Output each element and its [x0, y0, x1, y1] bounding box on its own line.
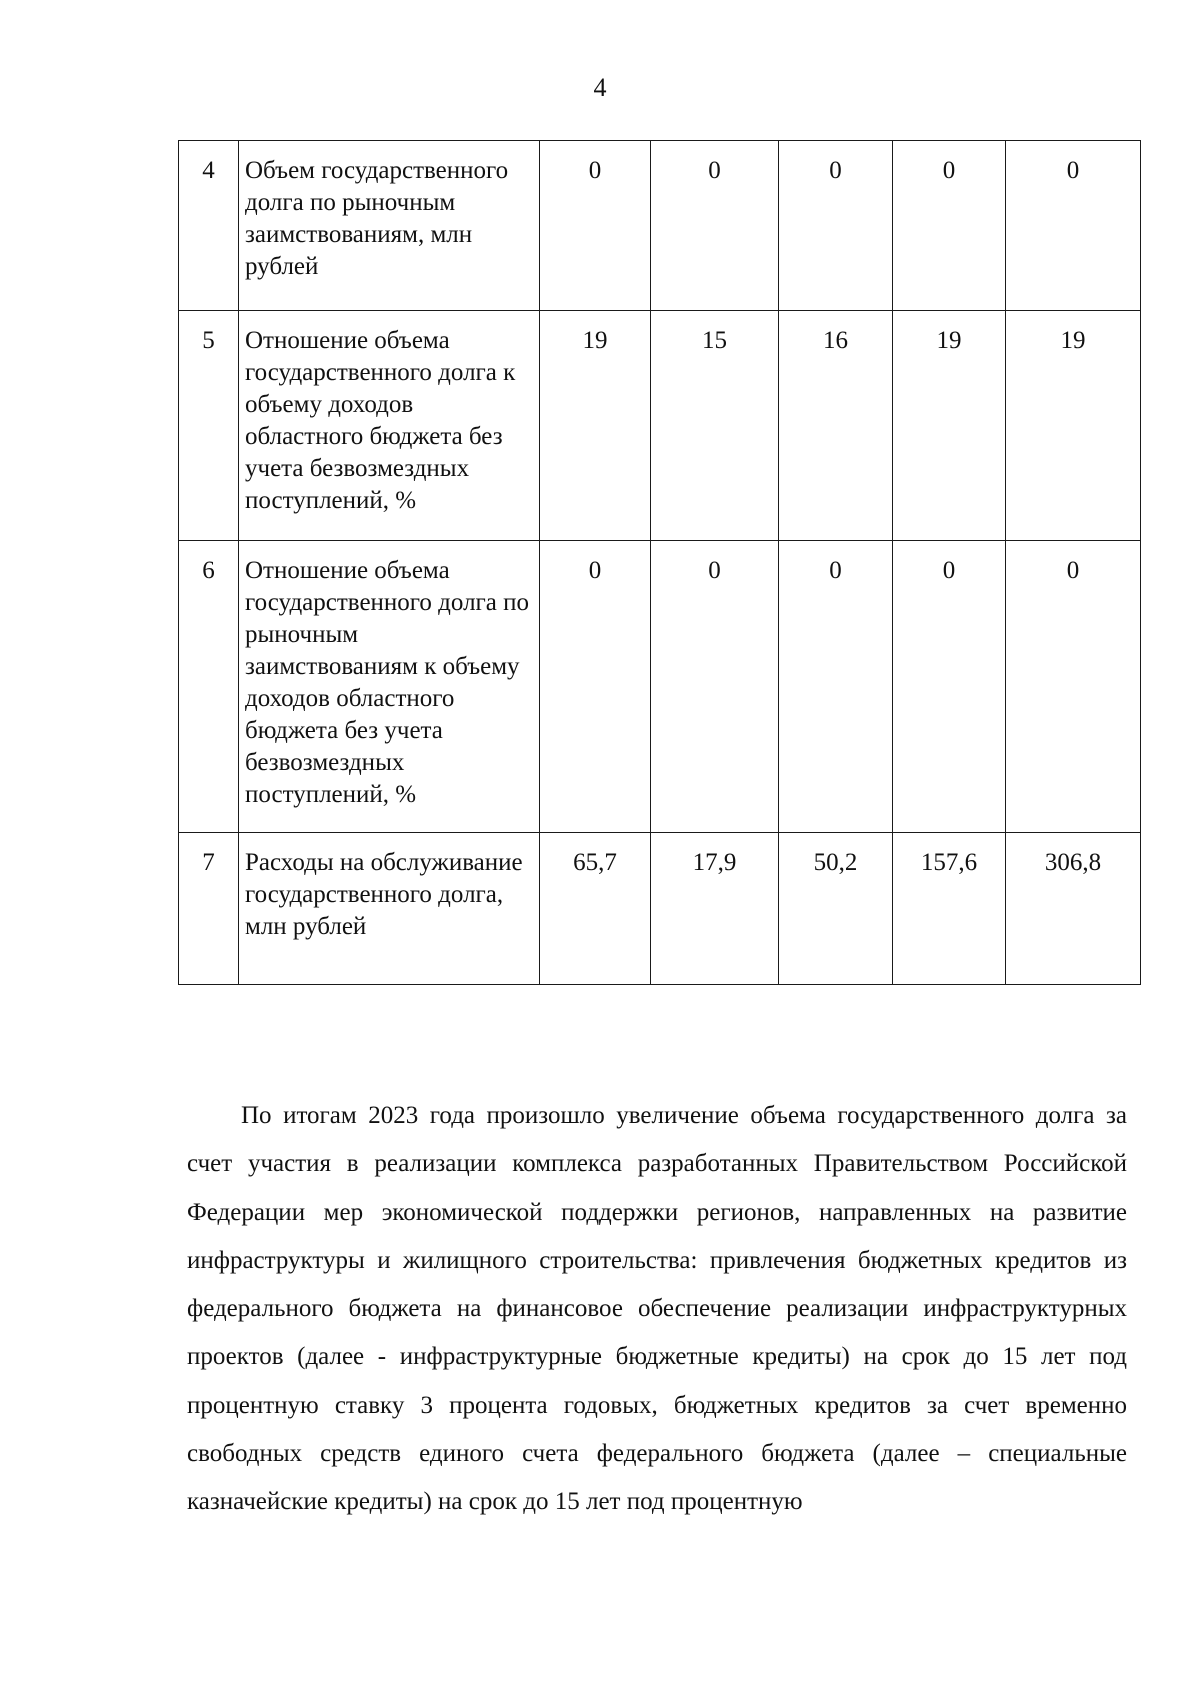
row-value: 15: [651, 311, 779, 541]
row-description: Отношение объема государственного долга по рыночным заимствованиям к объему доходов областного бюджета без учета безвозмездных поступлений, %: [239, 541, 540, 833]
table-row: [179, 141, 1141, 311]
row-value: 0: [651, 141, 779, 311]
table-row: [179, 833, 1141, 985]
row-number: 4: [179, 141, 239, 311]
row-value: 0: [540, 541, 651, 833]
row-value: 16: [779, 311, 893, 541]
row-value: 0: [540, 141, 651, 311]
row-value: 19: [893, 311, 1006, 541]
row-value: 19: [1006, 311, 1141, 541]
row-value: 50,2: [779, 833, 893, 985]
row-value: 65,7: [540, 833, 651, 985]
body-paragraph: По итогам 2023 года произошло увеличение объема государственного долга за счет участия в реализации комплекса разработанных Правительством Российской Федерации мер экономической поддержки регионов, направленных на развитие инфраструктуры и жилищного строительства: привлечения бюджетных кредитов из федерального бюджета на финансовое обеспечение реализации инфраструктурных проектов (далее - инфраструктурные бюджетные кредиты) на срок до 15 лет под процентную ставку 3 процента годовых, бюджетных кредитов за счет временно свободных средств единого счета федерального бюджета (далее – специальные казначейские кредиты) на срок до 15 лет под процентную: [187, 1102, 1127, 1516]
row-value: 0: [779, 141, 893, 311]
row-value: 0: [1006, 541, 1141, 833]
row-value: 0: [893, 141, 1006, 311]
table-row: [179, 311, 1141, 541]
row-value: 19: [540, 311, 651, 541]
table-row: [179, 541, 1141, 833]
debt-indicators-table: [178, 140, 1141, 985]
row-description: Объем государственного долга по рыночным заимствованиям, млн рублей: [239, 141, 540, 311]
row-value: 306,8: [1006, 833, 1141, 985]
page-number: 4: [593, 73, 607, 102]
row-value: 0: [893, 541, 1006, 833]
row-value: 157,6: [893, 833, 1006, 985]
row-description: Расходы на обслуживание государственного долга, млн рублей: [239, 833, 540, 985]
row-value: 0: [779, 541, 893, 833]
row-value: 0: [1006, 141, 1141, 311]
row-description: Отношение объема государственного долга к объему доходов областного бюджета без учета безвозмездных поступлений, %: [239, 311, 540, 541]
row-number: 6: [179, 541, 239, 833]
row-number: 5: [179, 311, 239, 541]
row-value: 17,9: [651, 833, 779, 985]
row-value: 0: [651, 541, 779, 833]
row-number: 7: [179, 833, 239, 985]
